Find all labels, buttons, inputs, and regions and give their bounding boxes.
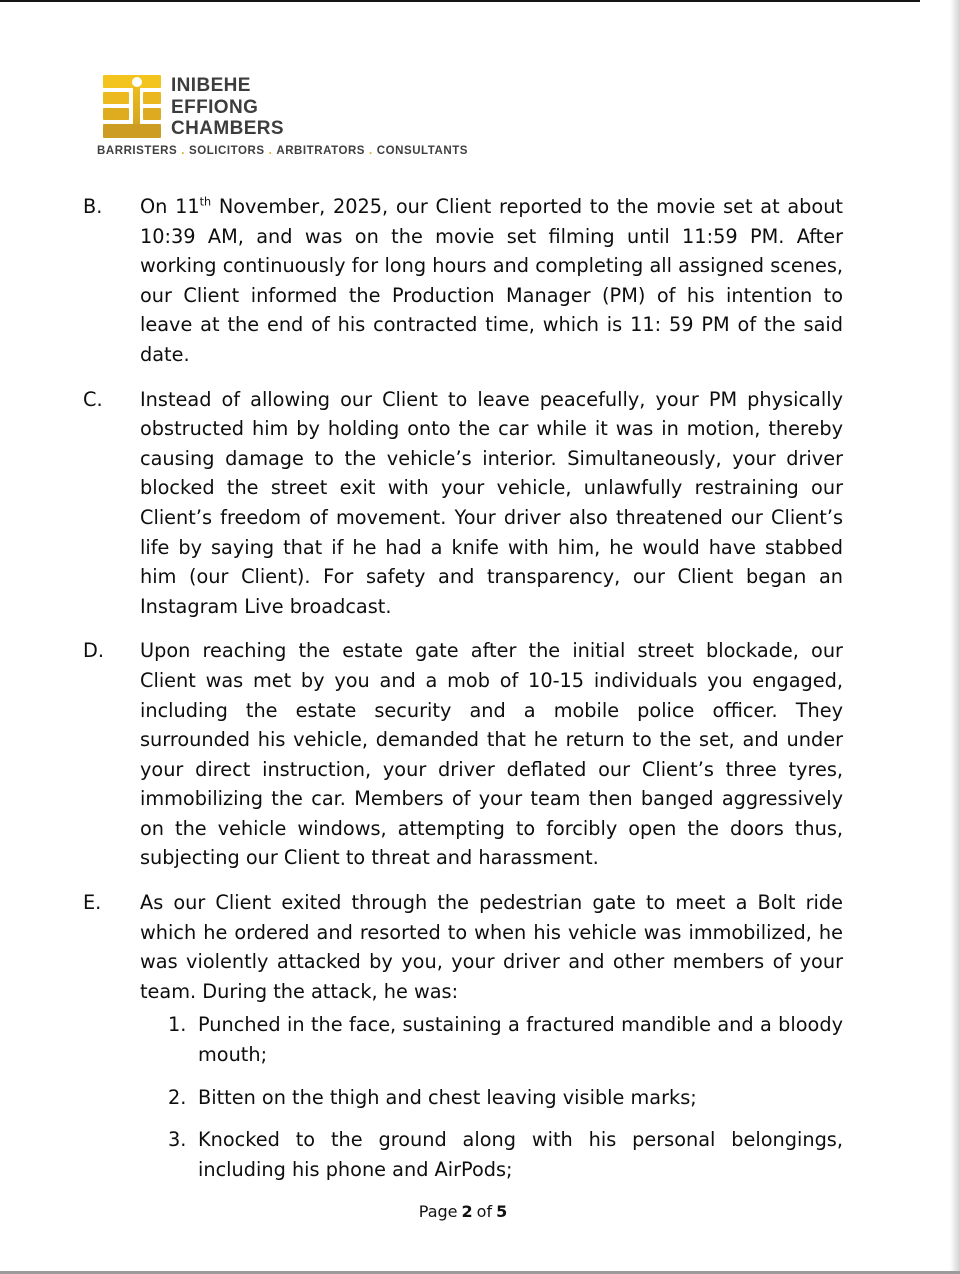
firm-name (171, 75, 284, 140)
page-number-total: 5 (496, 1202, 508, 1222)
firm-logo (103, 75, 468, 140)
tagline-word: ARBITRATORS (276, 144, 366, 157)
logo-bar (143, 108, 161, 120)
paragraph-text (140, 192, 843, 370)
tagline-dot: . (268, 144, 273, 157)
paragraph-label: C. (83, 387, 103, 411)
logo-bar (103, 92, 129, 104)
firm-name-line: EFFIONG (171, 96, 259, 118)
page-number-current: 2 (461, 1202, 473, 1222)
tagline-word: SOLICITORS (189, 144, 265, 157)
letterhead (97, 75, 468, 157)
list-item (168, 1125, 843, 1184)
logo-bar (103, 108, 129, 120)
list-item (168, 1083, 843, 1113)
list-item-number: 1. (168, 1013, 187, 1037)
paragraph-e (83, 888, 843, 1006)
list-item-text: Knocked to the ground along with his personal belongings, including his phone and AirPods; (198, 1128, 843, 1181)
firm-name-line: INIBEHE (171, 75, 251, 96)
list-item-text: Punched in the face, sustaining a fractured mandible and a bloody mouth; (198, 1013, 843, 1067)
page-number-word: of (476, 1202, 493, 1222)
logo-figure-head (132, 77, 142, 87)
page-number (83, 1197, 843, 1227)
list-item (168, 1010, 843, 1069)
logo-figure-body (133, 86, 140, 124)
letter-body (83, 192, 843, 1227)
paragraph-b (83, 192, 843, 370)
firm-logo-icon (103, 75, 161, 138)
paragraph-label: D. (83, 639, 104, 663)
paragraph-text: As our Client exited through the pedestrian gate to meet a Bolt ride which he ordered and resorted to when his vehicle was immobilized, he was violently attacked by you, your driver and other members of your team. During the attack, he was: (140, 891, 843, 1003)
paragraph-text-rest: November, 2025, our Client reported to the movie set at about 10:39 AM, and was on the movie set filming until 11:59 PM. After working continuously for long hours and completing all assigned scenes, our Client informed the Production Manager (PM) of his intention to leave at the end of his contracted time, which is 11: 59 PM of the said date. (140, 195, 843, 366)
paragraph-c (83, 385, 843, 622)
page-top-border (0, 0, 920, 2)
list-item-text: Bitten on the thigh and chest leaving visible marks; (198, 1085, 697, 1109)
page-right-edge-shadow (950, 0, 960, 1274)
logo-bar-bottom (103, 124, 161, 138)
paragraph-d (83, 636, 843, 873)
page-number-word: Page (418, 1202, 458, 1222)
paragraph-text: Instead of allowing our Client to leave peacefully, your PM physically obstructed him by holding onto the car while it was in motion, thereby causing damage to the vehicle’s interior. Simultaneously, your driver blocked the street exit with your vehicle, unlawfully restraining our Client’s freedom of movement. Your driver also threatened our Client’s life by saying that if he had a knife with him, he would have stabbed him (our Client). For safety and transparency, our Client began an Instagram Live broadcast. (140, 387, 843, 618)
injury-list (168, 1010, 843, 1184)
tagline-word: BARRISTERS (97, 144, 178, 157)
tagline-word: CONSULTANTS (376, 144, 469, 157)
tagline-dot: . (369, 144, 373, 157)
paragraph-text: Upon reaching the estate gate after the initial street blockade, our Client was met by you and a mob of 10-15 individuals you engaged, including the estate security and a mobile police officer. They surrounded his vehicle, demanded that he return to the set, and under your direct instruction, your driver deflated our Client’s three tyres, immobilizing the car. Members of your team then banged aggressively on the vehicle windows, attempting to forcibly open the doors thus, subjecting our Client to threat and harassment. (140, 639, 843, 870)
tagline-dot: . (181, 144, 186, 157)
firm-name-line: CHAMBERS (171, 118, 284, 139)
paragraph-text-start: On 11 (140, 195, 200, 218)
list-item-number: 2. (168, 1085, 187, 1109)
paragraph-label: B. (83, 195, 103, 218)
list-item-number: 3. (168, 1128, 187, 1152)
logo-bar (143, 92, 161, 104)
ordinal-superscript: th (199, 195, 212, 209)
paragraph-label: E. (83, 891, 102, 915)
firm-tagline (97, 145, 468, 157)
